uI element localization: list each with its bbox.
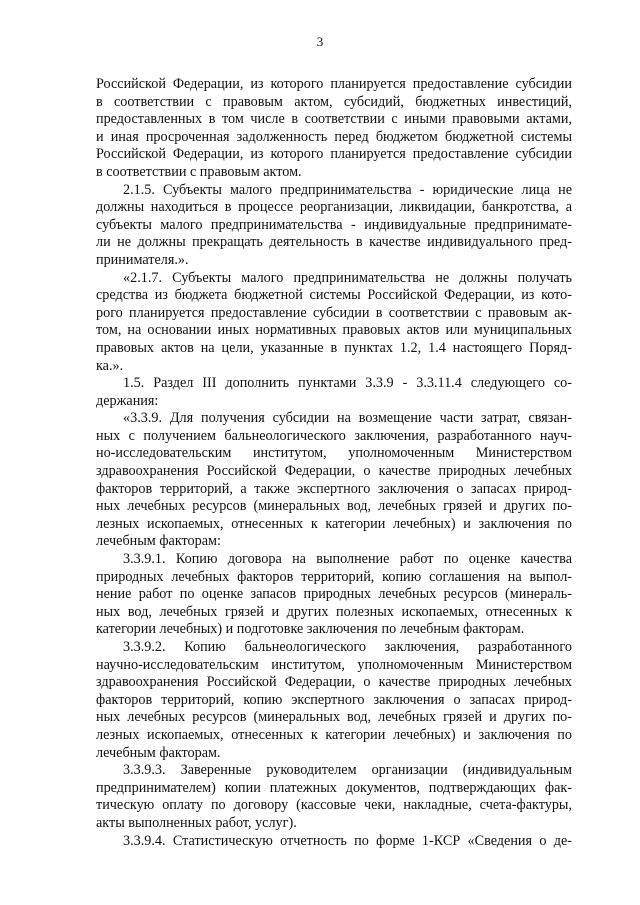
text-line: Российской Федерации, из которого планируется предоставление субсидии: [96, 76, 572, 92]
text-line: Российской Федерации, из которого планируется предоставление субсидии: [96, 146, 572, 163]
page-number: 3: [316, 34, 324, 49]
text-line: правовых актов на цели, указанные в пунктах 1.2, 1.4 настоящего Поряд-: [96, 339, 572, 356]
text-line: ли не должны прекращать деятельность в качестве индивидуального пред-: [96, 234, 572, 251]
text-line: 2.1.5. Субъекты малого предпринимательства - юридические лица не: [123, 181, 572, 198]
body-text: [96, 76, 572, 850]
text-line: природных лечебных факторов территорий, копию соглашения на выпол-: [96, 568, 572, 585]
text-line: ных с получением бальнеологического заключения, разработанного науч-: [96, 427, 572, 444]
text-line: ных вод, лечебных грязей и других полезных ископаемых, отнесенных к: [96, 603, 572, 620]
text-line: держания:: [96, 392, 159, 409]
text-line: 3.3.9.1. Копию договора на выполнение работ по оценке качества: [123, 551, 572, 568]
text-line: рого планируется предоставление субсидии в соответствии с правовым ак-: [96, 304, 572, 321]
text-line: 3.3.9.3. Заверенные руководителем организации (индивидуальным: [123, 762, 572, 779]
text-line: лезных ископаемых, отнесенных к категории лечебных) и заключения по: [96, 726, 572, 743]
text-line: ка.».: [96, 357, 124, 374]
text-line: акты выполненных работ, услуг).: [96, 814, 297, 831]
text-line: предоставленных в том числе в соответствии с иными правовыми актами,: [96, 111, 572, 128]
text-line: принимателя.».: [96, 251, 189, 268]
text-line: «2.1.7. Субъекты малого предпринимательства не должны получать: [123, 269, 572, 286]
text-line: лезных ископаемых, отнесенных к категории лечебных) и заключения по: [96, 515, 572, 532]
text-line: субъекты малого предпринимательства - индивидуальные предпринимате-: [96, 216, 572, 233]
text-line: факторов территорий, а также экспертного заключения о запасах природ-: [96, 480, 572, 497]
text-line: лечебным факторам:: [96, 533, 221, 550]
text-line: должны находиться в процессе реорганизации, ликвидации, банкротства, а: [96, 199, 572, 216]
text-line: «3.3.9. Для получения субсидии на возмещение части затрат, связан-: [123, 410, 572, 427]
text-line: в соответствии с правовым актом, субсидий, бюджетных инвестиций,: [96, 93, 572, 110]
text-line: предпринимателем) копии платежных документов, подтверждающих фак-: [96, 779, 572, 796]
text-line: нение работ по оценке запасов природных лечебных ресурсов (минераль-: [96, 586, 572, 603]
text-line: средства из бюджета бюджетной системы Российской Федерации, из кото-: [96, 287, 572, 304]
text-line: научно-исследовательским институтом, уполномоченным Министерством: [96, 656, 572, 673]
text-line: ных лечебных ресурсов (минеральных вод, лечебных грязей и других по-: [96, 709, 572, 726]
text-line: ных лечебных ресурсов (минеральных вод, лечебных грязей и других по-: [96, 498, 572, 515]
text-line: но-исследовательским институтом, уполномоченным Министерством: [96, 445, 572, 462]
text-line: факторов территорий, копию экспертного заключения о запасах природ-: [96, 691, 572, 708]
text-line: категории лечебных) и подготовке заключения по лечебным факторам.: [96, 621, 525, 638]
text-line: 3.3.9.4. Статистическую отчетность по форме 1-КСР «Сведения о де-: [123, 832, 572, 849]
text-line: 1.5. Раздел III дополнить пунктами 3.3.9 - 3.3.11.4 следующего со-: [123, 375, 572, 392]
text-line: 3.3.9.2. Копию бальнеологического заключения, разработанного: [123, 639, 572, 655]
text-line: тическую оплату по договору (кассовые чеки, накладные, счета-фактуры,: [96, 797, 572, 814]
text-line: том, на основании иных нормативных правовых актов или муниципальных: [96, 322, 572, 339]
text-line: и иная просроченная задолженность перед бюджетом бюджетной системы: [96, 128, 572, 145]
text-line: в соответствии с правовым актом.: [96, 163, 302, 180]
text-line: здравоохранения Российской Федерации, о качестве природных лечебных: [96, 463, 572, 480]
text-line: лечебным факторам.: [96, 744, 221, 761]
text-line: здравоохранения Российской Федерации, о качестве природных лечебных: [96, 674, 572, 691]
